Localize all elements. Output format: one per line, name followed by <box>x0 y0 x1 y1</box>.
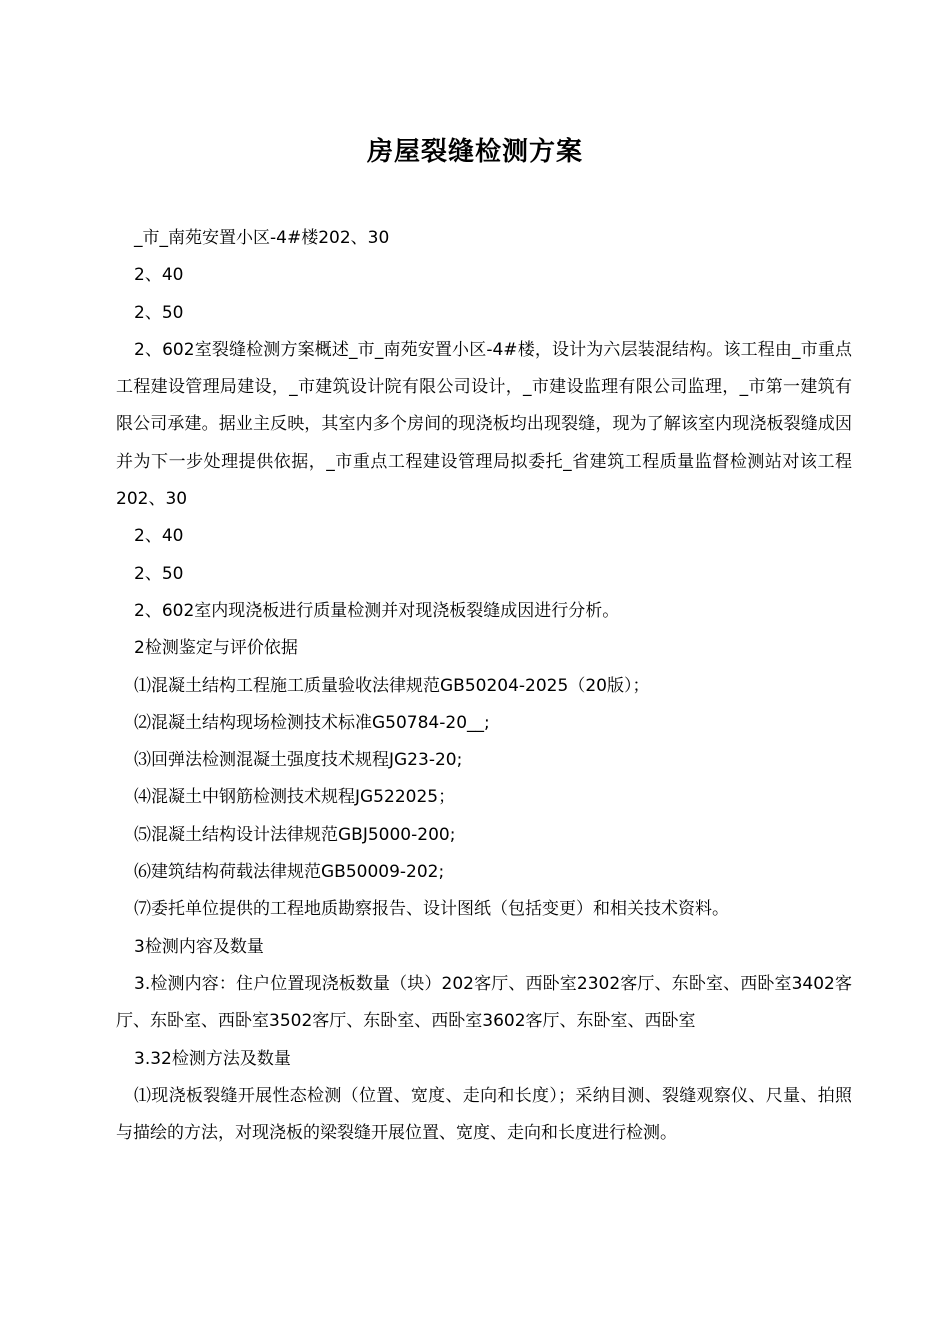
paragraph-room-50-b: 2、50 <box>134 563 184 584</box>
paragraph-inspection-content: 3.检测内容：住户位置现浇板数量（块）202客厅、西卧室2302客厅、东卧室、西卧室3402客厅、东卧室、西卧室3502客厅、东卧室、西卧室3602客厅、东卧室、西卧室 <box>116 973 852 1032</box>
basis-item-6: ⑹建筑结构荷载法律规范GB50009-202; <box>134 862 445 883</box>
document-title: 房屋裂缝检测方案 <box>366 137 583 167</box>
section-heading-method: 3.32检测方法及数量 <box>134 1048 291 1069</box>
basis-item-7: ⑺委托单位提供的工程地质勘察报告、设计图纸（包括变更）和相关技术资料。 <box>134 899 729 920</box>
paragraph-room-40-b: 2、40 <box>134 526 184 547</box>
paragraph-inspection-purpose: 2、602室内现浇板进行质量检测并对现浇板裂缝成因进行分析。 <box>134 600 620 621</box>
paragraph-address: _市_南苑安置小区-4#楼202、30 <box>134 228 390 248</box>
basis-item-2: ⑵混凝土结构现场检测技术标准G50784-20__; <box>134 712 490 733</box>
basis-item-5: ⑸混凝土结构设计法律规范GBJ5000-200; <box>134 824 456 845</box>
paragraph-method-1: ⑴现浇板裂缝开展性态检测（位置、宽度、走向和长度）；采纳目测、裂缝观察仪、尺量、拍照与描绘的方法，对现浇板的梁裂缝开展位置、宽度、走向和长度进行检测。 <box>116 1085 852 1144</box>
paragraph-overview: 2、602室裂缝检测方案概述_市_南苑安置小区-4#楼，设计为六层装混结构。该工程由_市重点工程建设管理局建设，_市建筑设计院有限公司设计，_市建设监理有限公司监理，_市第一建筑有限公司承建。据业主反映，其室内多个房间的现浇板均出现裂缝，现为了解该室内现浇板裂缝成因并为下一步处理提供依据，_市重点工程建设管理局拟委托_省建筑工程质量监督检测站对该工程202、30 <box>116 339 852 510</box>
section-heading-content: 3检测内容及数量 <box>134 936 264 957</box>
basis-item-3: ⑶回弹法检测混凝土强度技术规程JG23-20; <box>134 750 463 771</box>
basis-item-1: ⑴混凝土结构工程施工质量验收法律规范GB50204-2025（20版）； <box>134 675 650 696</box>
paragraph-room-50: 2、50 <box>134 302 184 323</box>
basis-item-4: ⑷混凝土中钢筋检测技术规程JG522025； <box>134 787 456 808</box>
section-heading-basis: 2检测鉴定与评价依据 <box>134 638 298 659</box>
document-body <box>116 220 852 1152</box>
paragraph-room-40: 2、40 <box>134 265 184 286</box>
